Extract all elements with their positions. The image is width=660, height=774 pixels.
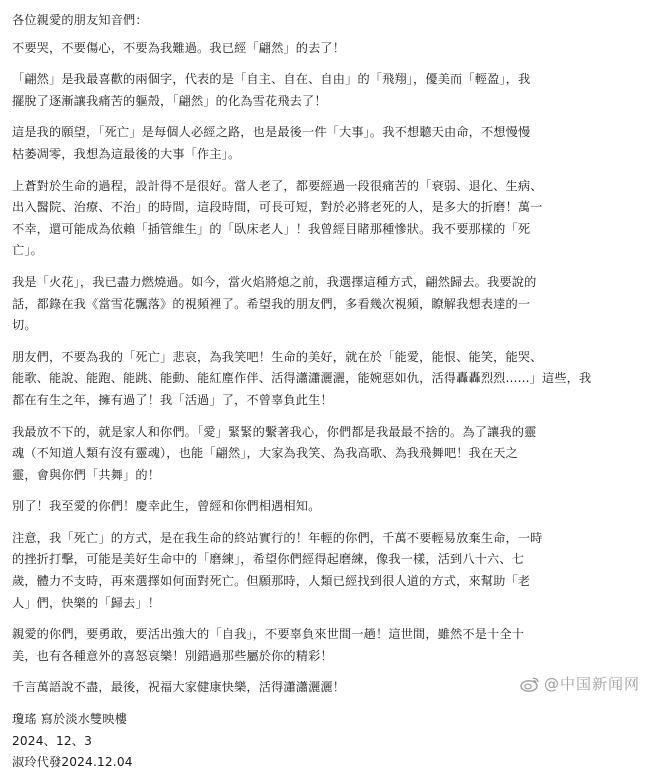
watermark bbox=[520, 673, 640, 694]
paragraph-line: 枯萎凋零，我想為這最後的大事「作主」。 bbox=[12, 146, 241, 161]
paragraph-line: 魂（不知道人類有沒有靈魂），也能「翩然」，大家為我笑、為我高歌、為我飛舞吧！我在天之 bbox=[12, 446, 518, 461]
paragraph-line: 不幸，還可能成為依賴「插管維生」的「臥床老人」！我曾經目睹那種慘狀。我不要那樣的「死 bbox=[12, 221, 531, 236]
letter-paragraph bbox=[12, 69, 648, 112]
letter-paragraph bbox=[12, 38, 648, 60]
letter-paragraph bbox=[12, 176, 648, 262]
paragraph-line: 不要哭，不要傷心，不要為我難過。我已經「翩然」的去了！ bbox=[12, 40, 346, 55]
paragraph-line: 朋友們，不要為我的「死亡」悲哀，為我笑吧！生命的美好，就在於「能愛，能恨、能笑，能哭、 bbox=[12, 349, 543, 364]
paragraph-line: 親愛的你們，要勇敢，要活出強大的「自我」，不要辜負來世間一趟！這世間，雖然不是十全十 bbox=[12, 627, 525, 642]
paragraph-line: 我是「火花」，我已盡力燃燒過。如今，當火焰將熄之前，我選擇這種方式，翩然歸去。我要說的 bbox=[12, 274, 537, 289]
paragraph-line: 千言萬語說不盡，最後，祝福大家健康快樂，活得瀟瀟灑灑！ bbox=[12, 680, 346, 695]
paragraph-line: 歲，體力不支時，再來選擇如何面對死亡。但願那時，人類已經找到很人道的方式，來幫助「老 bbox=[12, 574, 531, 589]
letter-paragraph bbox=[12, 624, 648, 667]
signature-author: 瓊瑤 寫於淡水雙映樓 bbox=[12, 712, 128, 727]
paragraph-line: 這是我的願望，「死亡」是每個人必經之路，也是最後一件「大事」。我不想聽天由命，不想慢慢 bbox=[12, 125, 531, 140]
weibo-icon bbox=[520, 676, 540, 692]
paragraph-line: 的挫折打擊，可能是美好生命中的「磨練」，希望你們經得起磨練，像我一樣，活到八十六、七 bbox=[12, 552, 525, 567]
letter-body bbox=[12, 38, 648, 699]
paragraph-line: 都在有生之年，擁有過了！我「活過」了，不曾辜負此生！ bbox=[12, 392, 333, 407]
greeting: 各位親愛的朋友知音們： bbox=[12, 13, 148, 27]
paragraph-line: 能歌、能說、能跑、能跳、能動、能紅塵作伴、活得瀟瀟灑灑，能婉惡如仇，活得轟轟烈烈......」這些，我 bbox=[12, 371, 592, 386]
paragraph-line: 切。 bbox=[12, 318, 37, 333]
letter-paragraph bbox=[12, 496, 648, 518]
signature-date: 2024、12、3 bbox=[12, 733, 93, 748]
letter-paragraph bbox=[12, 422, 648, 487]
letter-paragraph bbox=[12, 347, 648, 412]
paragraph-line: 「翩然」是我最喜歡的兩個字，代表的是「自主、自在、自由」的「飛翔」，優美而「輕盈」，我 bbox=[12, 72, 531, 87]
letter-paragraph bbox=[12, 122, 648, 165]
paragraph-line: 我最放不下的，就是家人和你們。「愛」緊緊的繫著我心，你們都是我最最不捨的。為了讓我的靈 bbox=[12, 424, 537, 439]
paragraph-line: 擺脫了逐漸讓我痛苦的軀殼，「翩然」的化為雪花飛去了！ bbox=[12, 93, 327, 108]
letter-paragraph bbox=[12, 528, 648, 614]
paragraph-line: 上蒼對於生命的過程，設計得不是很好。當人老了，都要經過一段很痛苦的「衰弱、退化、生病、 bbox=[12, 178, 543, 193]
paragraph-line: 亡」。 bbox=[12, 243, 43, 258]
paragraph-line: 別了！我至愛的你們！慶幸此生，曾經和你們相遇相知。 bbox=[12, 499, 321, 514]
signature-poster: 淑玲代發2024.12.04 bbox=[12, 755, 133, 770]
signature-block bbox=[12, 709, 648, 774]
paragraph-line: 注意，我「死亡」的方式，是在我生命的終站實行的！年輕的你們，千萬不要輕易放棄生命，一時 bbox=[12, 530, 543, 545]
paragraph-line: 出入醫院、治療、不治」的時間，這段時間，可長可短，對於必將老死的人，是多大的折磨！萬一 bbox=[12, 200, 543, 215]
paragraph-line: 美，也有各種意外的喜怒哀樂！別錯過那些屬於你的精彩！ bbox=[12, 648, 333, 663]
watermark-text: @中国新闻网 bbox=[543, 675, 640, 693]
paragraph-line: 靈，會與你們「共舞」的！ bbox=[12, 467, 161, 482]
paragraph-line: 人」們，快樂的「歸去」！ bbox=[12, 595, 161, 610]
paragraph-line: 話，都錄在我《當雪花飄落》的視頻裡了。希望我的朋友們，多看幾次視頻，瞭解我想表達的一 bbox=[12, 296, 531, 311]
letter-paragraph bbox=[12, 272, 648, 337]
